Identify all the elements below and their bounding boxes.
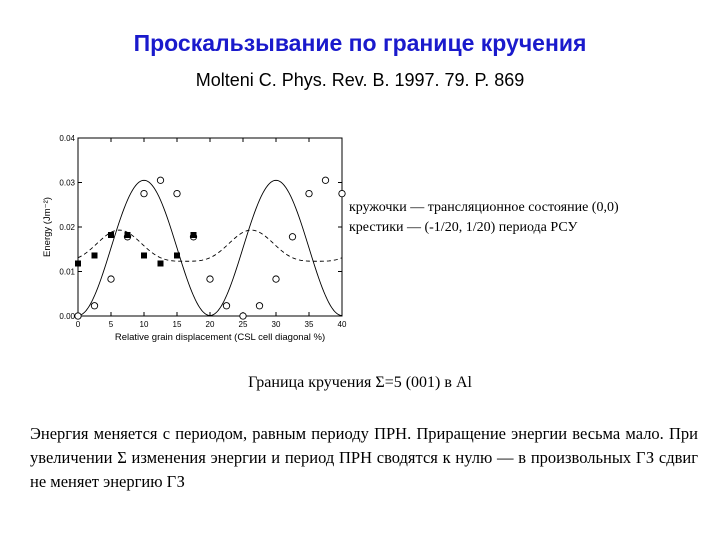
square-point: [75, 260, 81, 266]
series-squares-line: [78, 230, 342, 261]
energy-chart: [34, 128, 349, 348]
circle-point: [91, 303, 97, 309]
circle-point: [207, 276, 213, 282]
legend-circles: кружочки — трансляционное состояние (0,0): [349, 200, 619, 215]
circle-point: [289, 234, 295, 240]
x-tick-label: 0: [75, 320, 81, 329]
x-tick-label: 40: [337, 320, 347, 329]
x-tick-label: 15: [172, 320, 182, 329]
square-point: [125, 232, 131, 238]
chart-legend: [349, 198, 619, 238]
circle-point: [256, 303, 262, 309]
square-point: [191, 232, 197, 238]
circle-point: [174, 190, 180, 196]
circle-point: [306, 190, 312, 196]
circle-point: [141, 190, 147, 196]
slide-title: Проскальзывание по границе кручения: [133, 30, 587, 56]
square-point: [108, 232, 114, 238]
circle-point: [108, 276, 114, 282]
x-tick-label: 35: [304, 320, 314, 329]
circle-point: [339, 190, 345, 196]
x-tick-label: 20: [205, 320, 215, 329]
x-tick-label: 30: [271, 320, 281, 329]
figure-caption: Граница кручения Σ=5 (001) в Al: [248, 374, 472, 391]
y-axis-label: Energy (Jm⁻²): [42, 197, 53, 257]
series-circles-line: [78, 180, 342, 315]
circle-point: [75, 313, 81, 319]
circle-point: [223, 303, 229, 309]
square-point: [174, 252, 180, 258]
square-point: [92, 252, 98, 258]
y-tick-label: 0.02: [59, 223, 75, 232]
x-tick-label: 10: [139, 320, 149, 329]
circle-point: [240, 313, 246, 319]
square-point: [141, 252, 147, 258]
y-tick-label: 0.00: [59, 312, 75, 321]
x-axis-label: Relative grain displacement (CSL cell diagonal %): [114, 332, 326, 343]
legend-crosses: крестики — (-1/20, 1/20) периода РСУ: [349, 220, 578, 235]
circle-point: [322, 177, 328, 183]
x-tick-label: 25: [238, 320, 248, 329]
x-tick-label: 5: [108, 320, 114, 329]
circle-point: [273, 276, 279, 282]
y-tick-label: 0.01: [59, 267, 75, 277]
y-tick-label: 0.04: [59, 134, 75, 143]
circle-point: [157, 177, 163, 183]
y-tick-label: 0.03: [59, 178, 75, 188]
body-paragraph: Энергия меняется с периодом, равным периоду ПРН. Приращение энергии весьма мало. При увеличении Σ изменения энергии и период ПРН сводятся к нулю — в произвольных ГЗ сдвиг не меняет энергию ГЗ: [30, 424, 698, 491]
reference: Molteni C. Phys. Rev. B. 1997. 79. P. 869: [195, 70, 525, 90]
square-point: [158, 260, 164, 266]
